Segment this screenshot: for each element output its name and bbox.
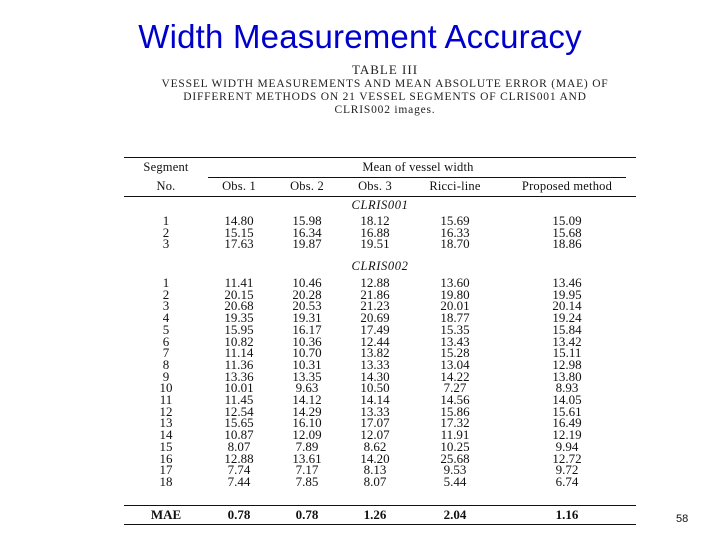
table-caption-line-1: VESSEL WIDTH MEASUREMENTS AND MEAN ABSOLUTE ERROR (MAE) OF bbox=[161, 78, 609, 90]
cell-proposed-method: 9.94 bbox=[555, 438, 579, 454]
cell-ricci-line: 15.28 bbox=[440, 345, 470, 361]
cell-segment-no: 1 bbox=[162, 275, 170, 290]
cell-proposed-method: 13.80 bbox=[552, 368, 582, 384]
mae-obs2: 0.78 bbox=[295, 507, 319, 522]
cell-proposed-method: 15.84 bbox=[552, 321, 582, 337]
cell-obs1: 20.68 bbox=[224, 298, 254, 314]
cell-obs3: 14.20 bbox=[360, 450, 390, 466]
cell-obs3: 20.69 bbox=[360, 310, 390, 326]
mae-obs3: 1.26 bbox=[363, 507, 387, 522]
cell-obs3: 16.88 bbox=[360, 224, 390, 240]
table-bottom-rule bbox=[124, 524, 636, 525]
cell-obs3: 21.23 bbox=[360, 298, 390, 314]
cell-obs2: 7.89 bbox=[295, 438, 319, 454]
cell-ricci-line: 25.68 bbox=[440, 450, 470, 466]
cell-obs3: 12.07 bbox=[360, 427, 390, 443]
page-number: 58 bbox=[676, 513, 689, 525]
cell-proposed-method: 12.72 bbox=[552, 450, 582, 466]
cell-obs3: 13.33 bbox=[360, 356, 390, 372]
cell-segment-no: 11 bbox=[159, 392, 173, 407]
cell-obs1: 15.15 bbox=[224, 224, 254, 240]
cell-obs3: 10.50 bbox=[360, 380, 390, 396]
cell-segment-no: 13 bbox=[159, 415, 173, 431]
cell-obs2: 7.17 bbox=[295, 462, 319, 478]
cell-obs2: 20.53 bbox=[292, 298, 322, 314]
cell-obs2: 15.98 bbox=[292, 213, 322, 228]
cell-obs1: 11.36 bbox=[224, 356, 254, 372]
cell-obs3: 12.44 bbox=[360, 333, 390, 349]
cell-ricci-line: 17.32 bbox=[440, 415, 470, 431]
cell-obs1: 15.65 bbox=[224, 415, 254, 431]
cell-obs2: 16.10 bbox=[292, 415, 322, 431]
cell-obs3: 8.62 bbox=[363, 438, 387, 454]
cell-proposed-method: 8.93 bbox=[555, 380, 579, 396]
cell-obs1: 19.35 bbox=[224, 310, 254, 326]
header-proposed-method: Proposed method bbox=[521, 179, 613, 193]
cell-segment-no: 2 bbox=[162, 224, 170, 240]
cell-ricci-line: 9.53 bbox=[443, 462, 467, 478]
header-segment: Segment bbox=[143, 160, 189, 174]
cell-ricci-line: 10.25 bbox=[440, 438, 470, 454]
cell-proposed-method: 12.19 bbox=[552, 427, 582, 443]
cell-obs2: 13.61 bbox=[292, 450, 322, 466]
cell-obs1: 11.14 bbox=[224, 345, 254, 361]
cell-obs2: 19.31 bbox=[292, 310, 322, 326]
cell-proposed-method: 19.95 bbox=[552, 286, 582, 302]
cell-obs2: 16.34 bbox=[292, 224, 322, 240]
cell-obs3: 12.88 bbox=[360, 275, 390, 290]
cell-obs2: 14.12 bbox=[292, 392, 322, 407]
cell-ricci-line: 15.86 bbox=[440, 403, 470, 419]
cell-proposed-method: 13.46 bbox=[552, 275, 582, 290]
table-header-row-2 bbox=[124, 180, 636, 193]
cell-segment-no: 10 bbox=[159, 380, 173, 396]
table-row bbox=[124, 475, 636, 488]
cell-obs1: 10.87 bbox=[224, 427, 254, 443]
cell-obs2: 20.28 bbox=[292, 286, 322, 302]
cell-segment-no: 18 bbox=[159, 473, 173, 489]
cell-ricci-line: 11.91 bbox=[440, 427, 470, 443]
cell-obs3: 19.51 bbox=[360, 236, 390, 252]
mae-top-rule bbox=[124, 505, 636, 506]
cell-proposed-method: 6.74 bbox=[555, 473, 579, 489]
cell-segment-no: 15 bbox=[159, 438, 173, 454]
cell-obs1: 12.54 bbox=[224, 403, 254, 419]
header-no: No. bbox=[156, 179, 176, 193]
cell-ricci-line: 13.43 bbox=[440, 333, 470, 349]
cell-proposed-method: 15.11 bbox=[552, 345, 582, 361]
cell-obs2: 10.31 bbox=[292, 356, 322, 372]
mae-obs1: 0.78 bbox=[227, 507, 251, 522]
header-ricci-line: Ricci-line bbox=[429, 179, 481, 193]
cell-obs1: 10.82 bbox=[224, 333, 254, 349]
cell-segment-no: 17 bbox=[159, 462, 173, 478]
cell-obs1: 17.63 bbox=[224, 236, 254, 252]
cell-obs1: 7.44 bbox=[227, 473, 251, 489]
cell-obs1: 7.74 bbox=[227, 462, 251, 478]
cell-segment-no: 2 bbox=[162, 286, 170, 302]
cell-ricci-line: 18.70 bbox=[440, 236, 470, 252]
cell-proposed-method: 15.61 bbox=[552, 403, 582, 419]
cell-ricci-line: 18.77 bbox=[440, 310, 470, 326]
cell-segment-no: 8 bbox=[162, 356, 170, 372]
cell-obs2: 10.36 bbox=[292, 333, 322, 349]
cell-obs2: 10.46 bbox=[292, 275, 322, 290]
cell-obs1: 13.36 bbox=[224, 368, 254, 384]
cell-obs1: 10.01 bbox=[224, 380, 254, 396]
cell-proposed-method: 19.24 bbox=[552, 310, 582, 326]
mae-ricci-line: 2.04 bbox=[443, 507, 467, 522]
cell-proposed-method: 20.14 bbox=[552, 298, 582, 314]
cell-obs2: 19.87 bbox=[292, 236, 322, 252]
cell-segment-no: 1 bbox=[162, 213, 170, 228]
cell-obs1: 12.88 bbox=[224, 450, 254, 466]
header-obs3: Obs. 3 bbox=[358, 179, 392, 193]
mae-row bbox=[124, 508, 636, 521]
cell-ricci-line: 15.69 bbox=[440, 213, 470, 228]
cell-obs1: 11.41 bbox=[224, 275, 254, 290]
cell-segment-no: 7 bbox=[162, 345, 170, 361]
cell-ricci-line: 19.80 bbox=[440, 286, 470, 302]
cell-segment-no: 9 bbox=[162, 368, 170, 384]
cell-ricci-line: 14.56 bbox=[440, 392, 470, 407]
cell-obs2: 13.35 bbox=[292, 368, 322, 384]
cell-proposed-method: 15.68 bbox=[552, 224, 582, 240]
header-group-rule bbox=[208, 177, 626, 178]
cell-proposed-method: 12.98 bbox=[552, 356, 582, 372]
cell-obs1: 15.95 bbox=[224, 321, 254, 337]
cell-obs2: 14.29 bbox=[292, 403, 322, 419]
cell-segment-no: 12 bbox=[159, 403, 173, 419]
cell-obs3: 17.07 bbox=[360, 415, 390, 431]
cell-segment-no: 14 bbox=[159, 427, 173, 443]
cell-obs3: 18.12 bbox=[360, 213, 390, 228]
cell-obs1: 8.07 bbox=[227, 438, 251, 454]
table-header-row-1 bbox=[124, 161, 636, 174]
header-obs2: Obs. 2 bbox=[290, 179, 324, 193]
cell-obs1: 20.15 bbox=[224, 286, 254, 302]
table-caption-line-3: CLRIS002 images. bbox=[334, 104, 436, 116]
cell-obs1: 11.45 bbox=[224, 392, 254, 407]
cell-obs1: 14.80 bbox=[224, 213, 254, 228]
cell-segment-no: 5 bbox=[162, 321, 170, 337]
cell-segment-no: 4 bbox=[162, 310, 170, 326]
group-label-clris001: CLRIS001 bbox=[351, 198, 409, 212]
cell-ricci-line: 7.27 bbox=[443, 380, 467, 396]
cell-ricci-line: 13.04 bbox=[440, 356, 470, 372]
cell-ricci-line: 5.44 bbox=[443, 473, 467, 489]
cell-proposed-method: 14.05 bbox=[552, 392, 582, 407]
cell-segment-no: 3 bbox=[162, 298, 170, 314]
cell-proposed-method: 18.86 bbox=[552, 236, 582, 252]
cell-obs3: 13.33 bbox=[360, 403, 390, 419]
cell-proposed-method: 16.49 bbox=[552, 415, 582, 431]
cell-obs2: 16.17 bbox=[292, 321, 322, 337]
table-top-rule bbox=[124, 157, 636, 158]
cell-segment-no: 6 bbox=[162, 333, 170, 349]
cell-obs2: 9.63 bbox=[295, 380, 319, 396]
table-row bbox=[124, 237, 636, 250]
cell-obs3: 14.14 bbox=[360, 392, 390, 407]
cell-obs3: 17.49 bbox=[360, 321, 390, 337]
cell-ricci-line: 15.35 bbox=[440, 321, 470, 337]
cell-ricci-line: 14.22 bbox=[440, 368, 470, 384]
table-label: TABLE III bbox=[351, 62, 419, 77]
cell-obs3: 13.82 bbox=[360, 345, 390, 361]
slide-title bbox=[0, 18, 720, 56]
mae-label: MAE bbox=[150, 507, 182, 522]
cell-proposed-method: 9.72 bbox=[555, 462, 579, 478]
header-obs1: Obs. 1 bbox=[222, 179, 256, 193]
cell-ricci-line: 16.33 bbox=[440, 224, 470, 240]
cell-obs3: 14.30 bbox=[360, 368, 390, 384]
cell-proposed-method: 15.09 bbox=[552, 213, 582, 228]
cell-obs3: 8.07 bbox=[363, 473, 387, 489]
cell-proposed-method: 13.42 bbox=[552, 333, 582, 349]
cell-segment-no: 3 bbox=[162, 236, 170, 252]
cell-ricci-line: 13.60 bbox=[440, 275, 470, 290]
header-group-mean-width: Mean of vessel width bbox=[362, 160, 474, 174]
cell-obs2: 7.85 bbox=[295, 473, 319, 489]
cell-obs3: 8.13 bbox=[363, 462, 387, 478]
cell-obs2: 10.70 bbox=[292, 345, 322, 361]
table-caption-line-2: DIFFERENT METHODS ON 21 VESSEL SEGMENTS OF CLRIS001 AND bbox=[183, 91, 587, 103]
group-label-clris002: CLRIS002 bbox=[351, 259, 409, 273]
header-bottom-rule bbox=[124, 196, 636, 197]
cell-ricci-line: 20.01 bbox=[440, 298, 470, 314]
cell-segment-no: 16 bbox=[159, 450, 173, 466]
cell-obs2: 12.09 bbox=[292, 427, 322, 443]
slide-title-text: Width Measurement Accuracy bbox=[138, 18, 582, 55]
mae-proposed-method: 1.16 bbox=[555, 507, 579, 522]
cell-obs3: 21.86 bbox=[360, 286, 390, 302]
